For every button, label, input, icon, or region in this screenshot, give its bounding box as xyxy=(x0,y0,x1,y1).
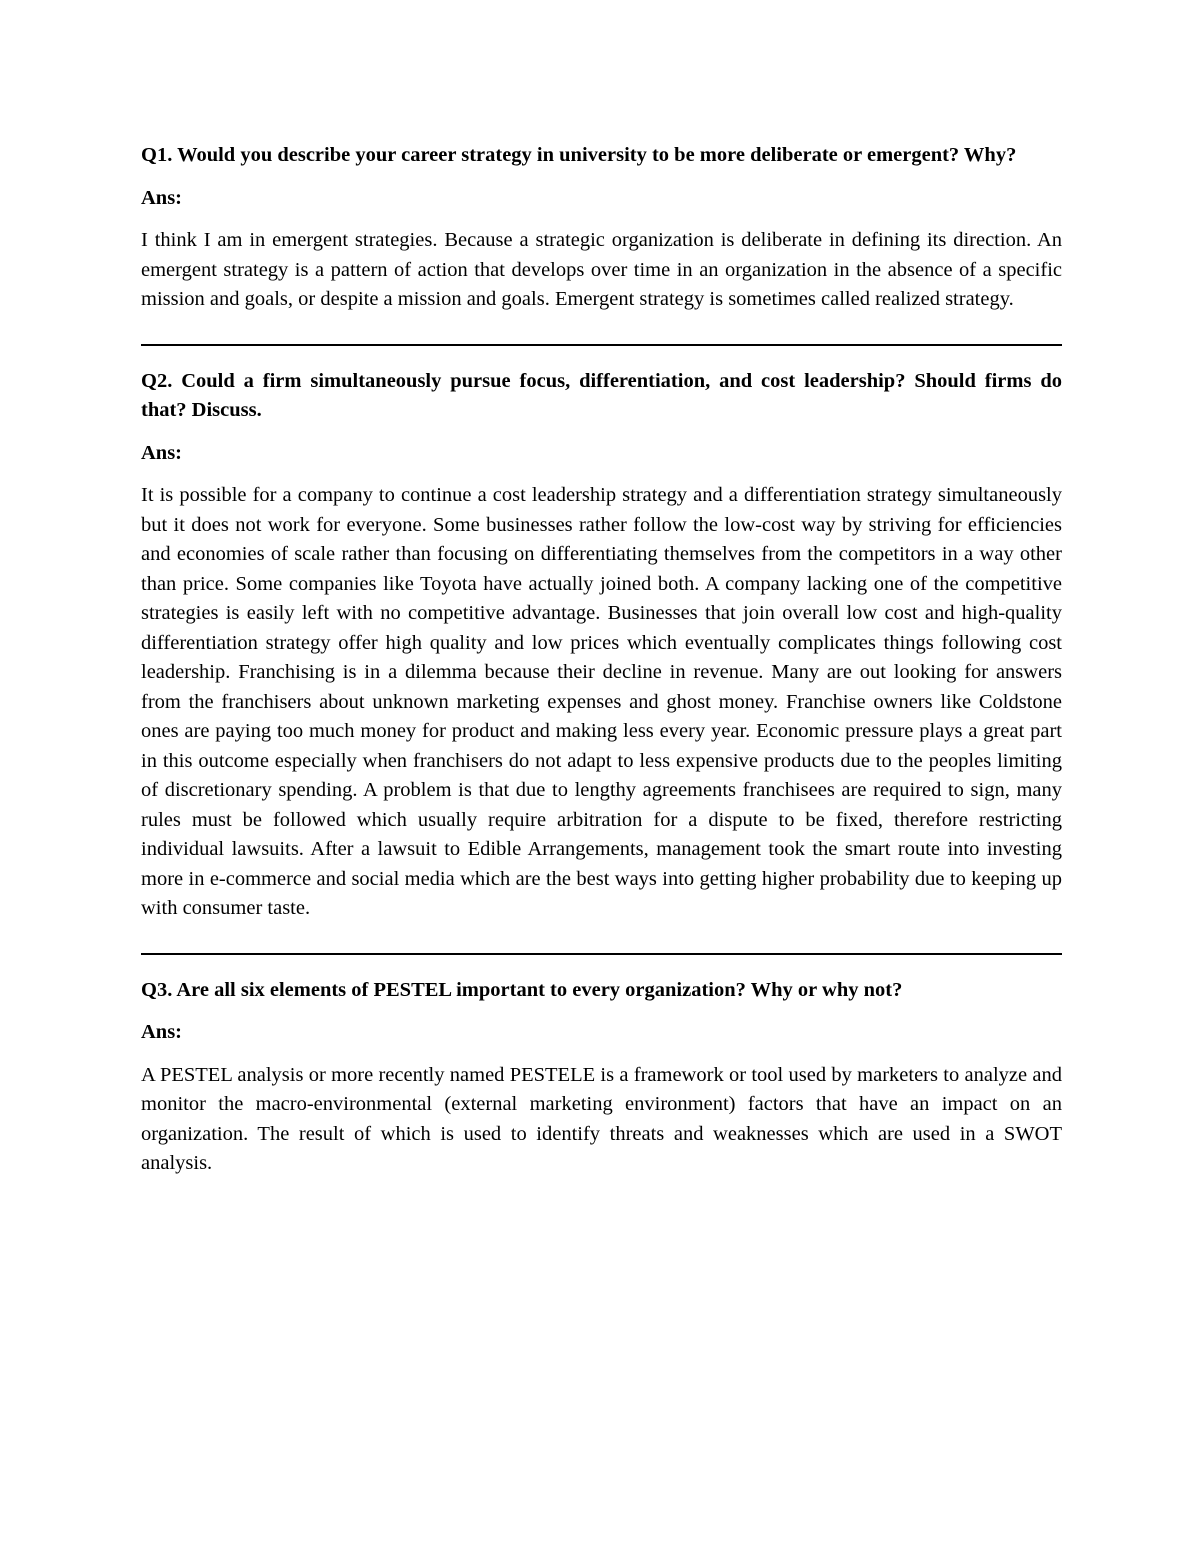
section-divider-2 xyxy=(141,934,1062,964)
answer-label-1: Ans: xyxy=(141,186,183,209)
section-divider-1 xyxy=(141,325,1062,355)
answer-3: A PESTEL analysis or more recently named PESTELE is a framework or tool used by marketers to analyze and monitor the macro-environmental (external marketing environment) factors that have an impact on an organization. The result of which is used to identify threats and weaknesses which are used in a SWOT analysis. xyxy=(141,1063,1062,1174)
answer-1: I think I am in emergent strategies. Because a strategic organization is deliberate in defining its direction. An emergent strategy is a pattern of action that develops over time in an organization in the absence of a specific mission and goals, or despite a mission and goals. Emergent strategy is sometimes called realized strategy. xyxy=(141,229,1062,310)
answer-2: It is possible for a company to continue a cost leadership strategy and a differentiation strategy simultaneously but it does not work for everyone. Some businesses rather follow the low-cost way by striving for efficiencies and economies of scale rather than focusing on differentiating themselves from the competitors in a way other than price. Some companies like Toyota have actually joined both. A company lacking one of the competitive strategies is easily left with no competitive advantage. Businesses that join overall low cost and high-quality differentiation strategy offer high quality and low prices which eventually complicates things following cost leadership. Franchising is in a dilemma because their decline in revenue. Many are out looking for answers from the franchisers about unknown marketing expenses and ghost money. Franchise owners like Coldstone ones are paying too much money for product and making less every year. Economic pressure plays a great part in this outcome especially when franchisers do not adapt to less expensive products due to the peoples limiting of discretionary spending. A problem is that due to lengthy agreements franchisees are required to sign, many rules must be followed which usually require arbitration for a dispute to be fixed, therefore restricting individual lawsuits. After a lawsuit to Edible Arrangements, management took the smart route into investing more in e-commerce and social media which are the best ways into getting higher probability due to keeping up with consumer taste. xyxy=(141,484,1062,919)
qa-section-2 xyxy=(141,367,1062,924)
answer-label-3: Ans: xyxy=(141,1021,183,1043)
answer-label-2: Ans: xyxy=(141,441,183,464)
document-page xyxy=(141,141,1062,1179)
qa-section-3 xyxy=(141,976,1062,1179)
question-3: Q3. Are all six elements of PESTEL important to every organization? Why or why not? xyxy=(141,978,903,1001)
question-2: Q2. Could a firm simultaneously pursue focus, differentiation, and cost leadership? Should firms do that? Discuss. xyxy=(141,369,1062,421)
question-1: Q1. Would you describe your career strategy in university to be more deliberate or emergent? Why? xyxy=(141,144,1017,166)
qa-section-1 xyxy=(141,141,1062,315)
